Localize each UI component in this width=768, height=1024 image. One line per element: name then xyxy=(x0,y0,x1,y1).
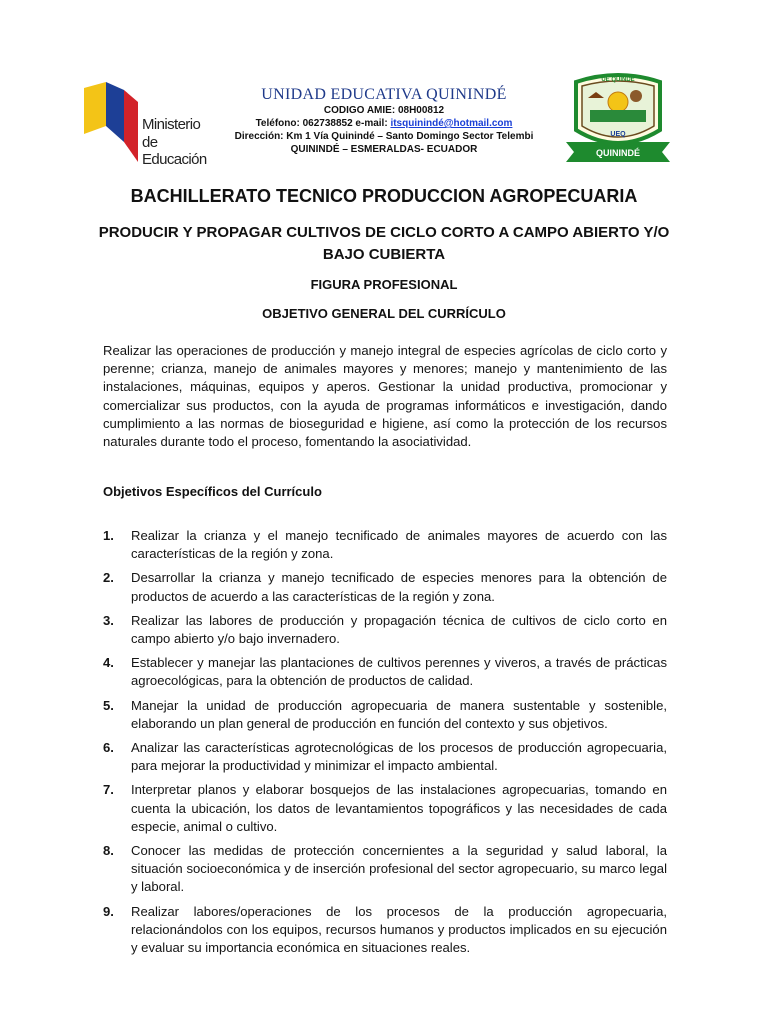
ecuador-flag-icon xyxy=(84,82,140,162)
crest-top-text: UE QUINDÉ xyxy=(601,77,635,83)
item-text: Manejar la unidad de producción agropecuaria de manera sustentable y sostenible, elaborando un plan general de producción en función del contexto y sus objetivos. xyxy=(131,697,667,731)
item-text: Interpretar planos y elaborar bosquejos de las instalaciones agropecuarias, tomando en cuenta la ubicación, los datos de levantamientos topográficos y las necesidades de cada especie, animal o cultivo. xyxy=(131,782,667,834)
city-line: QUININDÉ – ESMERALDAS- ECUADOR xyxy=(290,144,478,155)
item-number: 4. xyxy=(103,655,114,671)
list-item xyxy=(103,842,667,897)
phone-label: Teléfono: 062738852 e-mail: xyxy=(255,118,391,129)
list-item xyxy=(103,527,667,563)
profile-heading: FIGURA PROFESIONAL xyxy=(310,277,458,292)
list-item xyxy=(103,569,667,605)
school-name: UNIDAD EDUCATIVA QUININDÉ xyxy=(261,86,507,103)
item-number: 1. xyxy=(103,528,114,543)
list-item xyxy=(103,697,667,733)
item-text: Realizar la crianza y el manejo tecnificado de animales mayores de acuerdo con las características de la región y zona. xyxy=(131,528,667,562)
email-link[interactable]: itsquinindé@hotmail.com xyxy=(390,118,513,129)
list-item xyxy=(103,903,667,958)
item-text: Conocer las medidas de protección concernientes a la seguridad y salud laboral, la situación socioeconómica y de inserción profesional del sector agropecuario, su marco legal y laboral. xyxy=(131,843,667,895)
school-crest-icon xyxy=(562,68,674,164)
item-number: 8. xyxy=(103,843,114,859)
item-number: 6. xyxy=(103,740,114,756)
crest-letters: UEQ xyxy=(610,131,626,138)
ministry-name-line2: de Educación xyxy=(142,134,207,168)
item-number: 2. xyxy=(103,570,114,586)
ministerio-educacion-logo xyxy=(84,82,214,166)
contact-line xyxy=(214,117,554,130)
item-number: 9. xyxy=(103,903,114,919)
ministry-name-line1: Ministerio xyxy=(142,116,201,133)
item-text: Desarrollar la crianza y manejo tecnificado de especies menores para la obtención de productos de acuerdo a las características de la región y zona. xyxy=(131,570,667,604)
item-text: Realizar labores/operaciones de los procesos de la producción agropecuaria, relacionándolos con los equipos, recursos humanos y productos implicados en su ejecución y evaluar su importancia económica en situaciones reales. xyxy=(131,903,667,956)
general-objective-text: Realizar las operaciones de producción y manejo integral de especies agrícolas de ciclo corto y perenne; crianza, manejo de animales mayores y menores; manejo y mantenimiento de las instalaciones, máquinas, equipos y aperos. Gestionar la unidad productiva, promocionar y comercializar sus productos, con la ayuda de programas informáticos e investigación, dando cumplimiento a las normas de bioseguridad e higiene, así como la protección de los recursos naturales durante todo el proceso, fomentando la asociatividad. xyxy=(103,343,667,450)
address-line: Dirección: Km 1 Vía Quinindé – Santo Domingo Sector Telembi xyxy=(234,131,534,142)
item-number: 5. xyxy=(103,697,114,713)
program-title: BACHILLERATO TECNICO PRODUCCION AGROPECUARIA xyxy=(130,186,638,206)
list-item xyxy=(103,612,667,648)
item-text: Establecer y manejar las plantaciones de cultivos perennes y viveros, a través de prácticas agroecológicas, para la obtención de productos de calidad. xyxy=(131,655,667,689)
specific-objectives-list xyxy=(103,527,667,957)
item-number: 7. xyxy=(103,782,114,798)
figure-title: PRODUCIR Y PROPAGAR CULTIVOS DE CICLO CORTO A CAMPO ABIERTO Y/O BAJO CUBIERTA xyxy=(98,224,670,263)
item-text: Analizar las características agrotecnológicas de los procesos de producción agropecuaria, para mejorar la productividad y minimizar el impacto ambiental. xyxy=(131,740,667,774)
general-objective-heading: OBJETIVO GENERAL DEL CURRÍCULO xyxy=(262,306,506,321)
list-item xyxy=(103,654,667,690)
item-number: 3. xyxy=(103,612,114,628)
letterhead xyxy=(214,86,554,156)
list-item xyxy=(103,739,667,775)
list-item xyxy=(103,781,667,836)
specific-objectives-heading: Objetivos Específicos del Currículo xyxy=(103,484,322,499)
amie-code: CODIGO AMIE: 08H00812 xyxy=(323,105,445,116)
item-text: Realizar las labores de producción y propagación técnica de cultivos de ciclo corto en campo abierto y/o bajo invernadero. xyxy=(131,612,667,647)
crest-ribbon-text: QUININDÉ xyxy=(595,148,641,158)
